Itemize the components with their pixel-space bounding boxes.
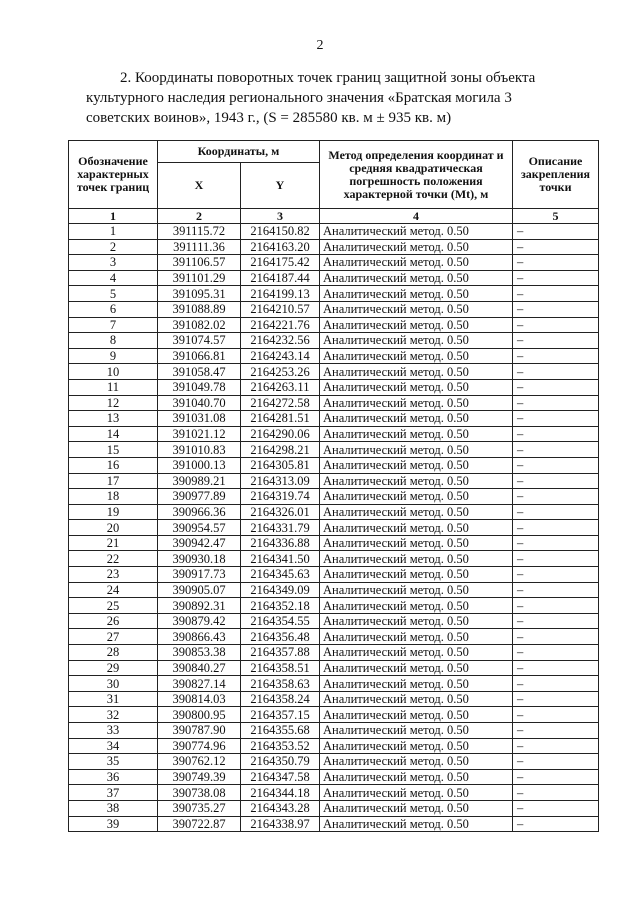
method-cell: Аналитический метод. 0.50 [320, 504, 513, 520]
y-coordinate-cell: 2164243.14 [241, 348, 320, 364]
heading-line-3: советских воинов», 1943 г., (S = 285580 кв. м ± 935 кв. м) [86, 110, 452, 126]
description-cell: – [513, 785, 599, 801]
description-cell: – [513, 457, 599, 473]
point-number-cell: 23 [69, 567, 158, 583]
table-body [69, 224, 599, 832]
x-coordinate-cell: 390774.96 [158, 738, 241, 754]
method-cell: Аналитический метод. 0.50 [320, 286, 513, 302]
description-cell: – [513, 317, 599, 333]
page-number: 2 [316, 38, 324, 53]
point-number-cell: 34 [69, 738, 158, 754]
point-number-cell: 14 [69, 426, 158, 442]
y-coordinate-cell: 2164355.68 [241, 723, 320, 739]
point-number-cell: 2 [69, 239, 158, 255]
point-number-cell: 22 [69, 551, 158, 567]
table-row [69, 395, 599, 411]
x-coordinate-cell: 390827.14 [158, 676, 241, 692]
method-cell: Аналитический метод. 0.50 [320, 520, 513, 536]
x-coordinate-cell: 390840.27 [158, 660, 241, 676]
x-coordinate-cell: 390954.57 [158, 520, 241, 536]
table-row [69, 317, 599, 333]
y-coordinate-cell: 2164232.56 [241, 333, 320, 349]
point-number-cell: 25 [69, 598, 158, 614]
table-row [69, 800, 599, 816]
table-row [69, 785, 599, 801]
y-coordinate-cell: 2164353.52 [241, 738, 320, 754]
description-cell: – [513, 426, 599, 442]
table-row [69, 738, 599, 754]
table-row [69, 270, 599, 286]
x-coordinate-cell: 391088.89 [158, 301, 241, 317]
table-row [69, 567, 599, 583]
point-number-cell: 33 [69, 723, 158, 739]
column-number: 4 [320, 209, 513, 224]
point-number-cell: 9 [69, 348, 158, 364]
method-cell: Аналитический метод. 0.50 [320, 582, 513, 598]
description-cell: – [513, 411, 599, 427]
x-coordinate-cell: 390966.36 [158, 504, 241, 520]
description-cell: – [513, 769, 599, 785]
point-number-cell: 26 [69, 613, 158, 629]
description-cell: – [513, 364, 599, 380]
y-coordinate-cell: 2164345.63 [241, 567, 320, 583]
description-cell: – [513, 738, 599, 754]
x-coordinate-cell: 390866.43 [158, 629, 241, 645]
x-coordinate-cell: 391031.08 [158, 411, 241, 427]
method-cell: Аналитический метод. 0.50 [320, 691, 513, 707]
point-number-cell: 36 [69, 769, 158, 785]
table-row [69, 504, 599, 520]
table-row [69, 551, 599, 567]
point-number-cell: 28 [69, 645, 158, 661]
y-coordinate-cell: 2164341.50 [241, 551, 320, 567]
method-cell: Аналитический метод. 0.50 [320, 800, 513, 816]
heading-line-2: культурного наследия регионального значения «Братская могила 3 [86, 90, 512, 106]
method-cell: Аналитический метод. 0.50 [320, 613, 513, 629]
x-coordinate-cell: 391066.81 [158, 348, 241, 364]
table-row [69, 613, 599, 629]
point-number-cell: 7 [69, 317, 158, 333]
table-row [69, 457, 599, 473]
y-coordinate-cell: 2164187.44 [241, 270, 320, 286]
method-cell: Аналитический метод. 0.50 [320, 723, 513, 739]
x-coordinate-cell: 391021.12 [158, 426, 241, 442]
x-coordinate-cell: 391049.78 [158, 379, 241, 395]
x-coordinate-cell: 390930.18 [158, 551, 241, 567]
table-row [69, 535, 599, 551]
table-row [69, 723, 599, 739]
point-number-cell: 19 [69, 504, 158, 520]
point-number-cell: 29 [69, 660, 158, 676]
method-cell: Аналитический метод. 0.50 [320, 535, 513, 551]
y-coordinate-cell: 2164350.79 [241, 754, 320, 770]
method-cell: Аналитический метод. 0.50 [320, 457, 513, 473]
y-coordinate-cell: 2164298.21 [241, 442, 320, 458]
description-cell: – [513, 473, 599, 489]
description-cell: – [513, 395, 599, 411]
table-row [69, 629, 599, 645]
x-coordinate-cell: 390942.47 [158, 535, 241, 551]
method-cell: Аналитический метод. 0.50 [320, 551, 513, 567]
x-coordinate-cell: 390989.21 [158, 473, 241, 489]
table-row [69, 301, 599, 317]
table-row [69, 660, 599, 676]
table-row [69, 769, 599, 785]
description-cell: – [513, 645, 599, 661]
x-coordinate-cell: 391095.31 [158, 286, 241, 302]
point-number-cell: 16 [69, 457, 158, 473]
method-cell: Аналитический метод. 0.50 [320, 255, 513, 271]
description-cell: – [513, 239, 599, 255]
method-cell: Аналитический метод. 0.50 [320, 348, 513, 364]
y-coordinate-cell: 2164343.28 [241, 800, 320, 816]
point-number-cell: 20 [69, 520, 158, 536]
y-coordinate-cell: 2164349.09 [241, 582, 320, 598]
description-cell: – [513, 691, 599, 707]
x-coordinate-cell: 390738.08 [158, 785, 241, 801]
description-cell: – [513, 270, 599, 286]
y-coordinate-cell: 2164331.79 [241, 520, 320, 536]
description-cell: – [513, 816, 599, 832]
description-cell: – [513, 676, 599, 692]
y-coordinate-cell: 2164221.76 [241, 317, 320, 333]
method-cell: Аналитический метод. 0.50 [320, 816, 513, 832]
y-coordinate-cell: 2164336.88 [241, 535, 320, 551]
method-cell: Аналитический метод. 0.50 [320, 645, 513, 661]
x-coordinate-cell: 391058.47 [158, 364, 241, 380]
y-coordinate-cell: 2164357.15 [241, 707, 320, 723]
y-coordinate-cell: 2164357.88 [241, 645, 320, 661]
x-coordinate-cell: 391040.70 [158, 395, 241, 411]
table-row [69, 473, 599, 489]
header-x: X [158, 163, 241, 209]
description-cell: – [513, 442, 599, 458]
point-number-cell: 27 [69, 629, 158, 645]
y-coordinate-cell: 2164305.81 [241, 457, 320, 473]
table-row [69, 239, 599, 255]
x-coordinate-cell: 391115.72 [158, 224, 241, 240]
point-number-cell: 11 [69, 379, 158, 395]
method-cell: Аналитический метод. 0.50 [320, 738, 513, 754]
y-coordinate-cell: 2164210.57 [241, 301, 320, 317]
x-coordinate-cell: 390762.12 [158, 754, 241, 770]
point-number-cell: 6 [69, 301, 158, 317]
y-coordinate-cell: 2164358.63 [241, 676, 320, 692]
table-row [69, 255, 599, 271]
table-row [69, 676, 599, 692]
method-cell: Аналитический метод. 0.50 [320, 317, 513, 333]
x-coordinate-cell: 390853.38 [158, 645, 241, 661]
point-number-cell: 38 [69, 800, 158, 816]
x-coordinate-cell: 391082.02 [158, 317, 241, 333]
header-point-designation: Обозначение характерных точек границ [69, 141, 158, 209]
description-cell: – [513, 551, 599, 567]
method-cell: Аналитический метод. 0.50 [320, 707, 513, 723]
y-coordinate-cell: 2164253.26 [241, 364, 320, 380]
y-coordinate-cell: 2164356.48 [241, 629, 320, 645]
heading-line-1: 2. Координаты поворотных точек границ защитной зоны объекта [120, 70, 536, 86]
x-coordinate-cell: 390917.73 [158, 567, 241, 583]
table-row [69, 411, 599, 427]
x-coordinate-cell: 390722.87 [158, 816, 241, 832]
header-method: Метод определения координат и средняя квадратическая погрешность положения характерной точки (Mt), м [320, 141, 513, 209]
y-coordinate-cell: 2164352.18 [241, 598, 320, 614]
point-number-cell: 24 [69, 582, 158, 598]
point-number-cell: 31 [69, 691, 158, 707]
y-coordinate-cell: 2164358.24 [241, 691, 320, 707]
method-cell: Аналитический метод. 0.50 [320, 364, 513, 380]
method-cell: Аналитический метод. 0.50 [320, 270, 513, 286]
y-coordinate-cell: 2164358.51 [241, 660, 320, 676]
description-cell: – [513, 255, 599, 271]
description-cell: – [513, 567, 599, 583]
y-coordinate-cell: 2164199.13 [241, 286, 320, 302]
method-cell: Аналитический метод. 0.50 [320, 660, 513, 676]
table-row [69, 582, 599, 598]
point-number-cell: 5 [69, 286, 158, 302]
description-cell: – [513, 489, 599, 505]
table-row [69, 520, 599, 536]
method-cell: Аналитический метод. 0.50 [320, 426, 513, 442]
y-coordinate-cell: 2164319.74 [241, 489, 320, 505]
description-cell: – [513, 333, 599, 349]
description-cell: – [513, 224, 599, 240]
table-row [69, 364, 599, 380]
description-cell: – [513, 535, 599, 551]
description-cell: – [513, 379, 599, 395]
y-coordinate-cell: 2164347.58 [241, 769, 320, 785]
point-number-cell: 18 [69, 489, 158, 505]
y-coordinate-cell: 2164150.82 [241, 224, 320, 240]
method-cell: Аналитический метод. 0.50 [320, 676, 513, 692]
description-cell: – [513, 301, 599, 317]
x-coordinate-cell: 390977.89 [158, 489, 241, 505]
point-number-cell: 39 [69, 816, 158, 832]
x-coordinate-cell: 390814.03 [158, 691, 241, 707]
table-row [69, 286, 599, 302]
column-number: 2 [158, 209, 241, 224]
description-cell: – [513, 660, 599, 676]
table-row [69, 816, 599, 832]
description-cell: – [513, 348, 599, 364]
x-coordinate-cell: 390735.27 [158, 800, 241, 816]
x-coordinate-cell: 391111.36 [158, 239, 241, 255]
method-cell: Аналитический метод. 0.50 [320, 442, 513, 458]
description-cell: – [513, 613, 599, 629]
point-number-cell: 17 [69, 473, 158, 489]
method-cell: Аналитический метод. 0.50 [320, 785, 513, 801]
description-cell: – [513, 504, 599, 520]
x-coordinate-cell: 390905.07 [158, 582, 241, 598]
x-coordinate-cell: 390800.95 [158, 707, 241, 723]
method-cell: Аналитический метод. 0.50 [320, 473, 513, 489]
description-cell: – [513, 629, 599, 645]
y-coordinate-cell: 2164263.11 [241, 379, 320, 395]
description-cell: – [513, 520, 599, 536]
point-number-cell: 12 [69, 395, 158, 411]
table-row [69, 691, 599, 707]
method-cell: Аналитический метод. 0.50 [320, 239, 513, 255]
point-number-cell: 4 [69, 270, 158, 286]
method-cell: Аналитический метод. 0.50 [320, 395, 513, 411]
x-coordinate-cell: 391000.13 [158, 457, 241, 473]
point-number-cell: 10 [69, 364, 158, 380]
column-number: 3 [241, 209, 320, 224]
table-row [69, 645, 599, 661]
table-row [69, 333, 599, 349]
point-number-cell: 37 [69, 785, 158, 801]
table-row [69, 489, 599, 505]
point-number-cell: 8 [69, 333, 158, 349]
point-number-cell: 21 [69, 535, 158, 551]
x-coordinate-cell: 390892.31 [158, 598, 241, 614]
table-row [69, 348, 599, 364]
y-coordinate-cell: 2164354.55 [241, 613, 320, 629]
method-cell: Аналитический метод. 0.50 [320, 411, 513, 427]
point-number-cell: 15 [69, 442, 158, 458]
column-number-row [69, 209, 599, 224]
point-number-cell: 35 [69, 754, 158, 770]
description-cell: – [513, 582, 599, 598]
x-coordinate-cell: 391101.29 [158, 270, 241, 286]
x-coordinate-cell: 390879.42 [158, 613, 241, 629]
y-coordinate-cell: 2164338.97 [241, 816, 320, 832]
y-coordinate-cell: 2164175.42 [241, 255, 320, 271]
header-description: Описание закрепления точки [513, 141, 599, 209]
coordinates-table [68, 140, 599, 832]
method-cell: Аналитический метод. 0.50 [320, 598, 513, 614]
x-coordinate-cell: 391106.57 [158, 255, 241, 271]
column-number: 5 [513, 209, 599, 224]
y-coordinate-cell: 2164344.18 [241, 785, 320, 801]
method-cell: Аналитический метод. 0.50 [320, 224, 513, 240]
table-row [69, 598, 599, 614]
x-coordinate-cell: 391074.57 [158, 333, 241, 349]
method-cell: Аналитический метод. 0.50 [320, 567, 513, 583]
description-cell: – [513, 707, 599, 723]
x-coordinate-cell: 390749.39 [158, 769, 241, 785]
section-heading [86, 68, 586, 128]
description-cell: – [513, 800, 599, 816]
method-cell: Аналитический метод. 0.50 [320, 379, 513, 395]
method-cell: Аналитический метод. 0.50 [320, 301, 513, 317]
method-cell: Аналитический метод. 0.50 [320, 489, 513, 505]
description-cell: – [513, 754, 599, 770]
y-coordinate-cell: 2164326.01 [241, 504, 320, 520]
y-coordinate-cell: 2164290.06 [241, 426, 320, 442]
method-cell: Аналитический метод. 0.50 [320, 754, 513, 770]
table-row [69, 707, 599, 723]
y-coordinate-cell: 2164313.09 [241, 473, 320, 489]
table-row [69, 379, 599, 395]
point-number-cell: 13 [69, 411, 158, 427]
point-number-cell: 3 [69, 255, 158, 271]
point-number-cell: 1 [69, 224, 158, 240]
method-cell: Аналитический метод. 0.50 [320, 769, 513, 785]
table-row [69, 442, 599, 458]
table-row [69, 754, 599, 770]
y-coordinate-cell: 2164163.20 [241, 239, 320, 255]
description-cell: – [513, 598, 599, 614]
description-cell: – [513, 286, 599, 302]
header-coordinates: Координаты, м [158, 141, 320, 163]
column-number: 1 [69, 209, 158, 224]
description-cell: – [513, 723, 599, 739]
method-cell: Аналитический метод. 0.50 [320, 629, 513, 645]
table-row [69, 224, 599, 240]
point-number-cell: 30 [69, 676, 158, 692]
x-coordinate-cell: 390787.90 [158, 723, 241, 739]
y-coordinate-cell: 2164272.58 [241, 395, 320, 411]
table-row [69, 426, 599, 442]
header-y: Y [241, 163, 320, 209]
y-coordinate-cell: 2164281.51 [241, 411, 320, 427]
point-number-cell: 32 [69, 707, 158, 723]
x-coordinate-cell: 391010.83 [158, 442, 241, 458]
method-cell: Аналитический метод. 0.50 [320, 333, 513, 349]
